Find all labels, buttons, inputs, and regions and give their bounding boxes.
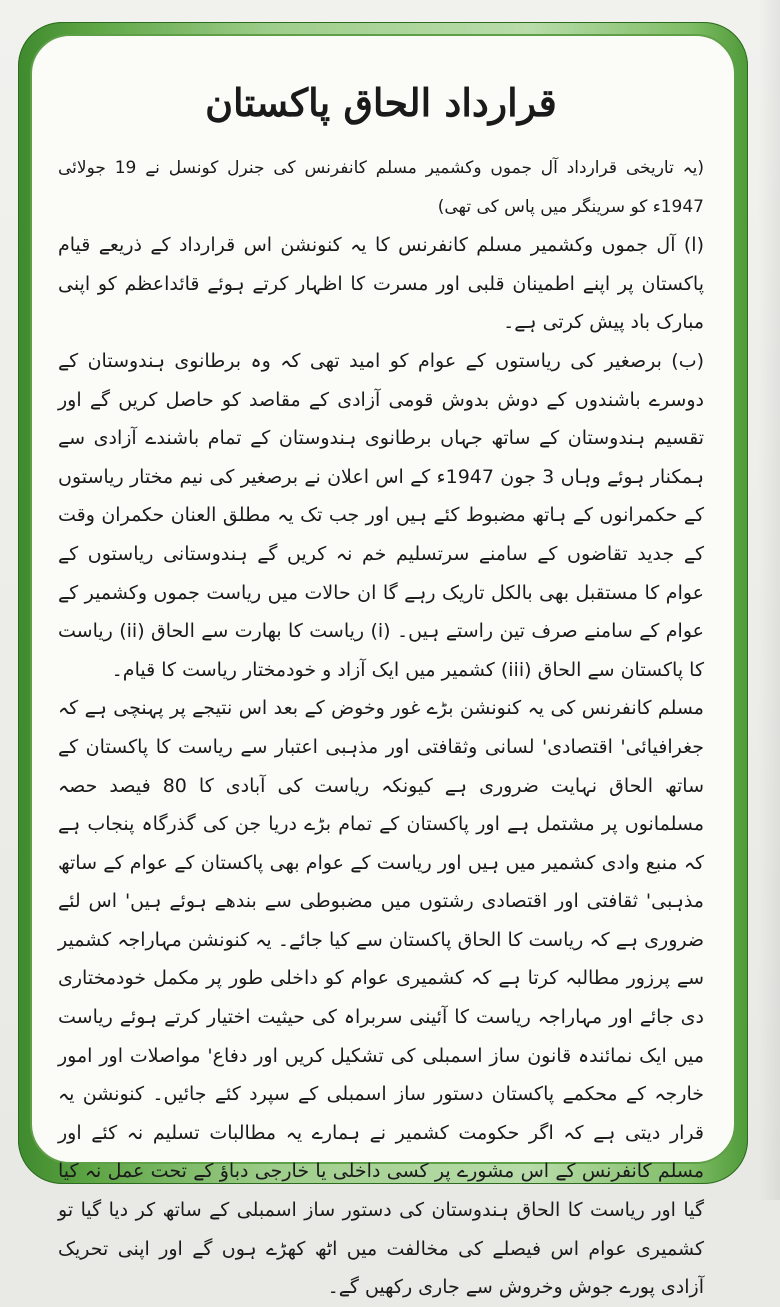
document-title: قرارداد الحاق پاکستان — [205, 80, 557, 125]
intro-note: (یہ تاریخی قرارداد آل جموں وکشمیر مسلم کانفرنس کی جنرل کونسل نے 19 جولائی 1947ء کو سرینگر میں پاس کی تھی) — [58, 158, 704, 217]
paragraph-bay: (ب) برصغیر کی ریاستوں کے عوام کو امید تھی کہ وہ برطانوی ہندوستان کے دوسرے باشندوں کے دوش بدوش قومی آزادی کے مقاصد کو حاصل کریں گے اور تقسیم ہندوستان کے ساتھ جہاں برطانوی ہندوستان کے تمام باشندے آزادی سے ہمکنار ہوئے وہاں 3 جون 1947ء کے اس اعلان نے برصغیر کی نیم مختار ریاستوں کے حکمرانوں کے ہاتھ مضبوط کئے ہیں اور جب تک یہ مطلق العنان حکمران وقت کے جدید تقاضوں کے سامنے سرتسلیم خم نہ کریں گے ہندوستانی ریاستوں کے عوام کا مستقبل بھی بالکل تاریک رہے گا ان حالات میں ریاست جموں وکشمیر کے عوام کے سامنے صرف تین راستے ہیں۔ (i) ریاست کا بھارت سے الحاق (ii) ریاست کا پاکستان سے الحاق (iii) کشمیر میں ایک آزاد و خودمختار ریاست کا قیام۔ — [58, 349, 705, 681]
scan-shadow — [758, 0, 780, 1200]
paragraph-resolution: مسلم کانفرنس کی یہ کنونشن بڑے غور وخوض کے بعد اس نتیجے پر پہنچی ہے کہ جغرافیائی' اقتصادی' لسانی وثقافتی اور مذہبی اعتبار سے ریاست کا پاکستان کے ساتھ الحاق نہایت ضروری ہے کیونکہ ریاست کی آبادی کا 80 فیصد حصہ مسلمانوں پر مشتمل ہے اور پاکستان کے تمام بڑے دریا جن کی گذرگاہ پنجاب ہے کہ منبع وادی کشمیر میں ہیں اور ریاست کے عوام بھی پاکستان کے عوام کے ساتھ مذہبی' ثقافتی اور اقتصادی رشتوں میں مضبوطی سے بندھے ہوئے ہیں' اس لئے ضروری ہے کہ ریاست کا الحاق پاکستان سے کیا جائے۔ یہ کنونشن مہاراجہ کشمیر سے پرزور مطالبہ کرتا ہے کہ کشمیری عوام کو داخلی طور پر مکمل خودمختاری دی جائے اور مہاراجہ ریاست کا آئینی سربراہ کی حیثیت اختیار کرتے ہوئے ریاست میں ایک نمائندہ قانون ساز اسمبلی کی تشکیل کریں اور دفاع' مواصلات اور امور خارجہ کے محکمے پاکستان دستور ساز اسمبلی کے سپرد کئے جائیں۔ کنونشن یہ قرار دیتی ہے کہ اگر حکومت کشمیر نے ہمارے یہ مطالبات تسلیم نہ کئے اور مسلم کانفرنس کے اس مشورے پر کسی داخلی یا خارجی دباؤ کے تحت عمل نہ کیا گیا اور ریاست کا الحاق ہندوستان کی دستور ساز اسمبلی کے ساتھ کر دیا گیا تو کشمیری عوام اس فیصلے کی مخالفت میں اٹھ کھڑے ہوں گے اور اپنی تحریک آزادی پورے جوش وخروش سے جاری رکھیں گے۔ — [58, 697, 705, 1299]
document-body — [58, 149, 704, 1307]
paragraph-alif: (ا) آل جموں وکشمیر مسلم کانفرنس کا یہ کنونشن اس قرارداد کے ذریعے قیام پاکستان پر اپنے اطمینان قلبی اور مسرت کا اظہار کرتے ہوئے قائداعظم کو اپنی مبارک باد پیش کرتی ہے۔ — [58, 234, 704, 334]
document-panel — [30, 34, 736, 1299]
